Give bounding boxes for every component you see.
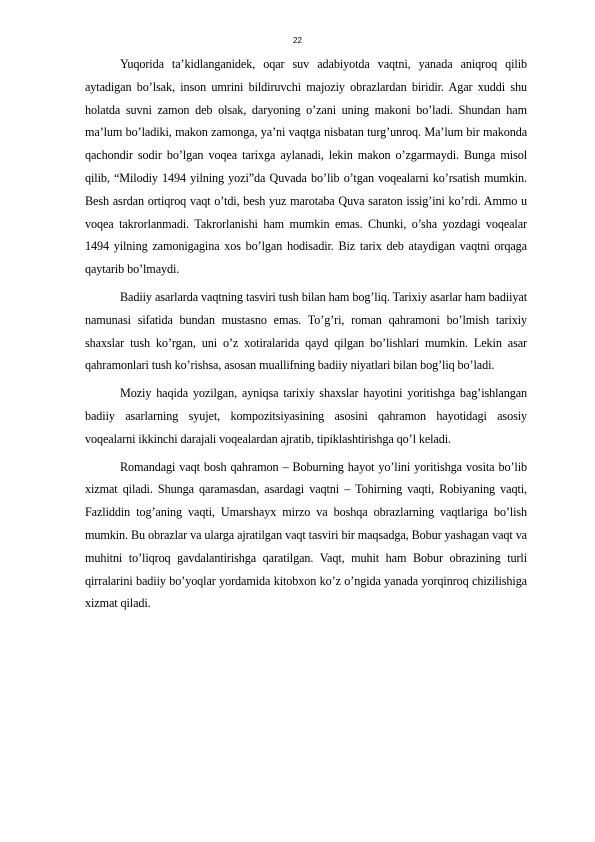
paragraph: Badiiy asarlarda vaqtning tasviri tush bilan ham bog’liq. Tarixiy asarlar ham badiiyat namunasi sifatida bundan mustasno emas. To’g’ri, roman qahramoni bo’lmish tarixiy shaxslar tush ko’rgan, uni o’z xotiralarida qayd qilgan bo’lishlari mumkin. Lekin asar qahramonlari tush ko’rishsa, asosan muallifning badiiy niyatlari bilan bog’liq bo’ladi.: [85, 289, 527, 373]
paragraph: Moziy haqida yozilgan, ayniqsa tarixiy shaxslar hayotini yoritishga bag’ishlangan badiiy asarlarning syujet, kompozitsiyasining asosini qahramon hayotidagi asosiy voqealarni ikkinchi darajali voqealardan ajratib, tipiklashtirishga qo’l keladi.: [85, 386, 527, 446]
paragraph: Yuqorida ta’kidlanganidek, oqar suv adabiyotda vaqtni, yanada aniqroq qilib aytadigan bo’lsak, inson umrini bildiruvchi majoziy obrazlardan biridir. Agar xuddi shu holatda suvni zamon deb olsak, daryoning o’zani uning makoni bo’ladi. Shundan ham ma’lum bo’ladiki, makon zamonga, ya’ni vaqtga nisbatan turg’unroq. Ma’lum bir makonda qachondir sodir bo’lgan voqea tarixga aylanadi, lekin makon o’zgarmaydi. Bunga misol qilib, “Milodiy 1494 yilning yozi”da Quvada bo’lib o’tgan voqealarni ko’rsatish mumkin. Besh asrdan ortiqroq vaqt o’tdi, besh yuz marotaba Quva saraton issig’ini ko’rdi. Ammo u voqea takrorlanmadi. Takrorlanishi ham mumkin emas. Chunki, o’sha yozdagi voqealar 1494 yilning zamonigagina xos bo’lgan hodisadir. Biz tarix deb ataydigan vaqtni orqaga qaytarib bo’lmaydi.: [85, 57, 527, 277]
paragraph: Romandagi vaqt bosh qahramon – Boburning hayot yo’lini yoritishga vosita bo’lib xizmat qiladi. Shunga qaramasdan, asardagi vaqtni – Tohirning vaqti, Robiyaning vaqti, Fazliddin tog’aning vaqti, Umarshayx mirzo va boshqa obrazlarning vaqtlariga bo’lish mumkin. Bu obrazlar va ularga ajratilgan vaqt tasviri bir maqsadga, Bobur yashagan vaqt va muhitni to’liqroq gavdalantirishga qaratilgan. Vaqt, muhit ham Bobur obrazining turli qirralarini badiiy bo’yoqlar yordamida kitobxon ko’z o’ngida yanada yorqinroq chizilishiga xizmat qiladi.: [85, 459, 527, 611]
document-body: [85, 53, 527, 620]
page-number: 22: [293, 36, 302, 45]
